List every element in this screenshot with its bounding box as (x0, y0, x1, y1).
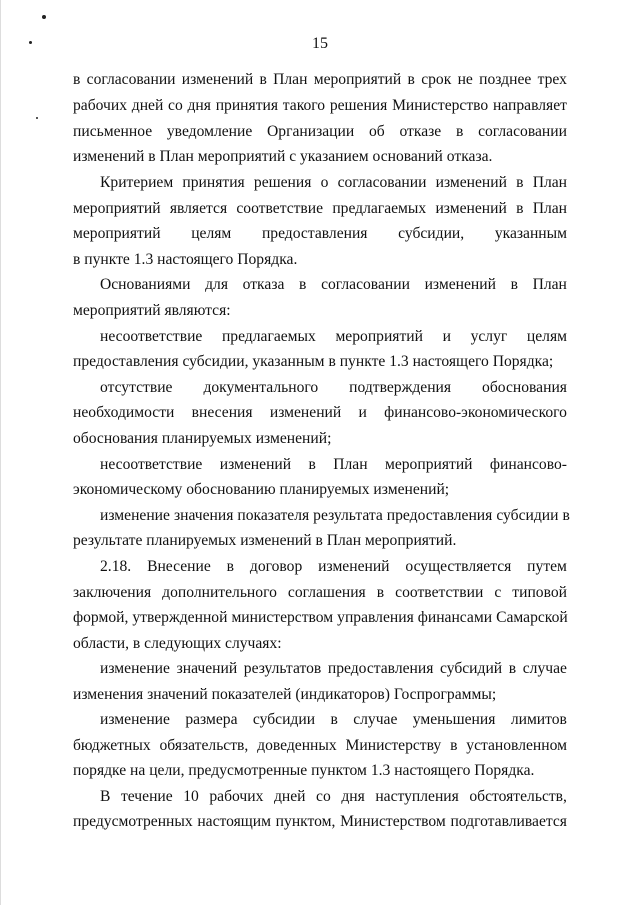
word: План (532, 276, 567, 293)
word: в (450, 737, 458, 754)
word: со (316, 788, 331, 805)
paragraph-start (100, 506, 570, 526)
word: в (299, 276, 307, 293)
word: целям (191, 225, 232, 242)
word: указанным (494, 225, 567, 242)
word: направляет (492, 97, 567, 114)
word: обязательств, (159, 737, 249, 754)
word: предлагаемых (221, 328, 316, 345)
word: дополнительного (162, 584, 277, 601)
text-line: изменений в План мероприятий с указанием оснований отказа. (73, 148, 493, 165)
word: 10 (183, 788, 199, 805)
word: и (442, 328, 451, 345)
word: предоставления (327, 660, 434, 677)
word: изменений (435, 200, 507, 217)
word: План (333, 456, 368, 473)
text-line: предоставления субсидии, указанным в пункте 1.3 настоящего Порядка; (73, 353, 554, 370)
word: в (73, 71, 81, 88)
word: результата (313, 507, 383, 524)
word: документального (203, 379, 319, 396)
word: изменений (269, 404, 342, 421)
word: услуг (470, 328, 508, 345)
word: предусмотренных (73, 813, 193, 830)
word: управления (337, 609, 414, 626)
word: в (226, 558, 235, 575)
text-line: мероприятий являются: (73, 302, 231, 319)
word: о (320, 174, 329, 191)
text-line (73, 199, 567, 219)
word: изменение (100, 507, 170, 524)
word: изменений (181, 71, 254, 88)
word: Организации (267, 123, 355, 140)
word: План (532, 200, 567, 217)
word: предоставления (386, 507, 493, 524)
word: финансово- (489, 456, 567, 473)
text-line (73, 122, 567, 142)
word: изменений (435, 174, 507, 191)
word: пунктом, (275, 813, 336, 830)
word: соглашения (287, 584, 366, 601)
word: предлагаемых (332, 200, 427, 217)
paragraph-start (100, 659, 567, 679)
scan-edge (0, 0, 1, 905)
word: предоставления (261, 225, 368, 242)
word: В (100, 788, 111, 805)
word: типовой (512, 584, 567, 601)
text-line (73, 96, 567, 116)
word: мероприятий (384, 456, 473, 473)
word: течение (120, 788, 173, 805)
word: План (532, 174, 567, 191)
word: мероприятий (335, 328, 423, 345)
word: доведенных (257, 737, 337, 754)
text-line (73, 403, 567, 423)
text-line: экономическому обоснованию планируемых изменений; (73, 481, 450, 498)
word: уведомление (166, 123, 253, 140)
word: согласовании (86, 71, 176, 88)
word: Министерством (340, 813, 446, 830)
word: рабочих (73, 97, 128, 114)
word: в (330, 711, 338, 728)
text-line: порядке на цели, предусмотренные пунктом 1.3 настоящего Порядка. (73, 762, 535, 779)
word: изменение (100, 711, 170, 728)
word: дня (341, 788, 365, 805)
word: для (205, 276, 229, 293)
text-line: в пункте 1.3 настоящего Порядка. (73, 251, 298, 268)
word: в (259, 71, 267, 88)
word: со (168, 97, 183, 114)
word: дня (187, 97, 211, 114)
word: несоответствие (100, 456, 203, 473)
word: уменьшения (412, 711, 496, 728)
word: об (368, 123, 385, 140)
word: Внесение (147, 558, 211, 575)
paragraph-start (100, 378, 567, 398)
word: мероприятий (73, 200, 161, 217)
word: договор (249, 558, 303, 575)
word: Основаниями (100, 276, 191, 293)
word: формой, (73, 609, 129, 626)
word: настоящим (197, 813, 272, 830)
word: соответствии (395, 584, 484, 601)
word: принятия (215, 97, 279, 114)
word: субсидий (440, 660, 503, 677)
word: целям (526, 328, 567, 345)
word: дней (131, 97, 164, 114)
word: министерством (231, 609, 334, 626)
word: мероприятий (313, 71, 402, 88)
word: субсидии (496, 507, 559, 524)
word: Министерству (345, 737, 442, 754)
word: обоснования (482, 379, 567, 396)
word: в (510, 276, 518, 293)
word: значения (173, 507, 234, 524)
word: бюджетных (73, 737, 151, 754)
word: в (407, 71, 415, 88)
word: отсутствие (100, 379, 173, 396)
word: в (308, 456, 316, 473)
word: Министерство (392, 97, 489, 114)
word: изменение (100, 660, 170, 677)
word: принятия (182, 174, 245, 191)
word: не (457, 71, 473, 88)
word: лимитов (510, 711, 567, 728)
word: соответствие (236, 200, 324, 217)
paragraph-start (100, 327, 567, 347)
word: подтверждения (349, 379, 452, 396)
word: в (455, 123, 464, 140)
word: изменений (318, 558, 390, 575)
word: согласовании (337, 174, 427, 191)
word: подготавливается (450, 813, 567, 830)
word: в (516, 200, 524, 217)
word: значений (176, 660, 238, 677)
word: наступления (375, 788, 459, 805)
word: изменений (219, 456, 292, 473)
word: Критерием (100, 174, 174, 191)
word: срок (421, 71, 452, 88)
text-line: изменения значений показателей (индикаторов) Госпрограммы; (73, 686, 497, 703)
text-line (73, 224, 567, 244)
word: в (562, 507, 570, 524)
text-line (73, 608, 567, 628)
paragraph-start (100, 173, 567, 193)
word: случае (353, 711, 398, 728)
text-line: обоснования планируемых изменений; (73, 430, 332, 447)
word: согласовании (321, 276, 410, 293)
page-number: 15 (312, 35, 328, 52)
word: согласовании (478, 123, 567, 140)
word: с (494, 584, 502, 601)
word: показателя (237, 507, 310, 524)
word: мероприятий (73, 225, 161, 242)
word: внесения (191, 404, 253, 421)
word: результатов (243, 660, 322, 677)
word: обстоятельств, (469, 788, 567, 805)
word: рабочих (209, 788, 264, 805)
word: План (273, 71, 308, 88)
word: субсидии, (398, 225, 465, 242)
word: 2.18. (100, 558, 132, 575)
paragraph-start (100, 710, 567, 730)
word: установленном (466, 737, 567, 754)
word: такого (282, 97, 326, 114)
text-line (73, 812, 567, 832)
word: заключения (73, 584, 152, 601)
word: и (358, 404, 367, 421)
word: Самарской (496, 609, 568, 626)
word: субсидии (252, 711, 316, 728)
word: письменное (73, 123, 153, 140)
word: решения (329, 97, 388, 114)
text-line (73, 736, 567, 756)
scan-speck (42, 15, 46, 19)
word: несоответствие (100, 328, 203, 345)
paragraph-start (100, 455, 567, 475)
word: размера (185, 711, 238, 728)
word: в (376, 584, 385, 601)
word: решения (253, 174, 312, 191)
word: трех (537, 71, 567, 88)
text-line (73, 583, 567, 603)
scan-speck (36, 117, 38, 119)
word: финансово-экономического (384, 404, 567, 421)
text-line: результате планируемых изменений в План мероприятий. (73, 532, 457, 549)
word: отказа (242, 276, 285, 293)
paragraph-start (100, 787, 567, 807)
word: изменений (424, 276, 496, 293)
word: дней (273, 788, 306, 805)
word: отказе (399, 123, 442, 140)
word: необходимости (73, 404, 175, 421)
word: случае (522, 660, 567, 677)
word: осуществляется (405, 558, 512, 575)
paragraph-start (100, 275, 567, 295)
word: путем (527, 558, 567, 575)
word: утвержденной (132, 609, 228, 626)
word: в (516, 174, 524, 191)
text-line: области, в следующих случаях: (73, 635, 282, 652)
text-line (73, 70, 567, 90)
paragraph-start (100, 557, 567, 577)
word: является (169, 200, 228, 217)
word: финансами (417, 609, 493, 626)
word: позднее (479, 71, 532, 88)
word: в (508, 660, 517, 677)
